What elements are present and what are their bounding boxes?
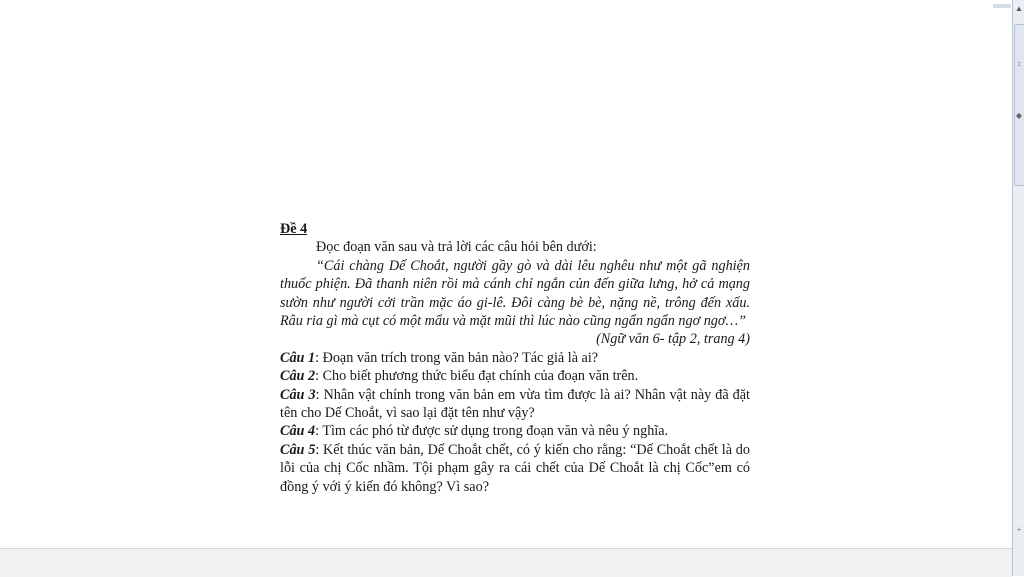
- scroll-thumb[interactable]: [1014, 24, 1024, 186]
- question-label: Câu 3: [280, 386, 316, 403]
- instructions: Đọc đoạn văn sau và trả lời các câu hỏi bên dưới:: [316, 239, 597, 256]
- vertical-scrollbar[interactable]: [1012, 0, 1024, 576]
- question-text: : Nhân vật chính trong văn bản em vừa tìm được là ai? Nhân vật này đã đặt tên cho Dế Choắt, vì sao lại đặt tên như vậy?: [280, 386, 750, 422]
- question-5: [280, 441, 750, 496]
- window-edge-mark: [993, 4, 1011, 8]
- question-text: : Đoạn văn trích trong văn bản nào? Tác giả là ai?: [315, 349, 599, 366]
- browse-object-icon[interactable]: ◆: [1015, 111, 1023, 120]
- question-2: [280, 367, 750, 385]
- passage-source: (Ngữ văn 6- tập 2, trang 4): [596, 331, 750, 348]
- question-text: : Kết thúc văn bản, Dế Choắt chết, có ý kiến cho rằng: “Dế Choắt chết là do lỗi của chị Cốc nhầm. Tội phạm gây ra cái chết của Dế Choắt là chị Cốc”em có đồng ý với ý kiến đó không? Vì sao?: [280, 441, 750, 495]
- question-label: Câu 5: [280, 441, 316, 458]
- ruler-toggle-icon[interactable]: ↕: [1017, 59, 1021, 68]
- question-text: : Cho biết phương thức biểu đạt chính của đoạn văn trên.: [315, 368, 639, 385]
- scroll-up-icon[interactable]: ▲: [1015, 4, 1023, 13]
- question-3: [280, 386, 750, 423]
- document-body: [280, 220, 750, 496]
- question-1: [280, 349, 750, 367]
- question-text: : Tìm các phó từ được sử dụng trong đoạn văn và nêu ý nghĩa.: [315, 423, 669, 440]
- question-4: [280, 422, 750, 440]
- question-label: Câu 2: [280, 368, 316, 385]
- status-band: [0, 548, 1012, 577]
- zoom-in-icon[interactable]: +: [1016, 525, 1022, 534]
- question-label: Câu 1: [280, 349, 316, 366]
- quoted-passage: “Cái chàng Dế Choắt, người gầy gò và dài lêu nghêu như một gã nghiện thuốc phiện. Đã thanh niên rồi mà cánh chỉ ngắn củn đến giữa lưng, hở cả mạng sườn như người cởi trần mặc áo gi-lê. Đôi càng bè bè, nặng nề, trông đến xấu. Râu ria gì mà cụt có một mẩu và mặt mũi thì lúc nào cũng ngẩn ngẩn ngơ ngơ…”: [280, 257, 750, 330]
- question-label: Câu 4: [280, 423, 316, 440]
- exam-title: Đề 4: [280, 221, 308, 237]
